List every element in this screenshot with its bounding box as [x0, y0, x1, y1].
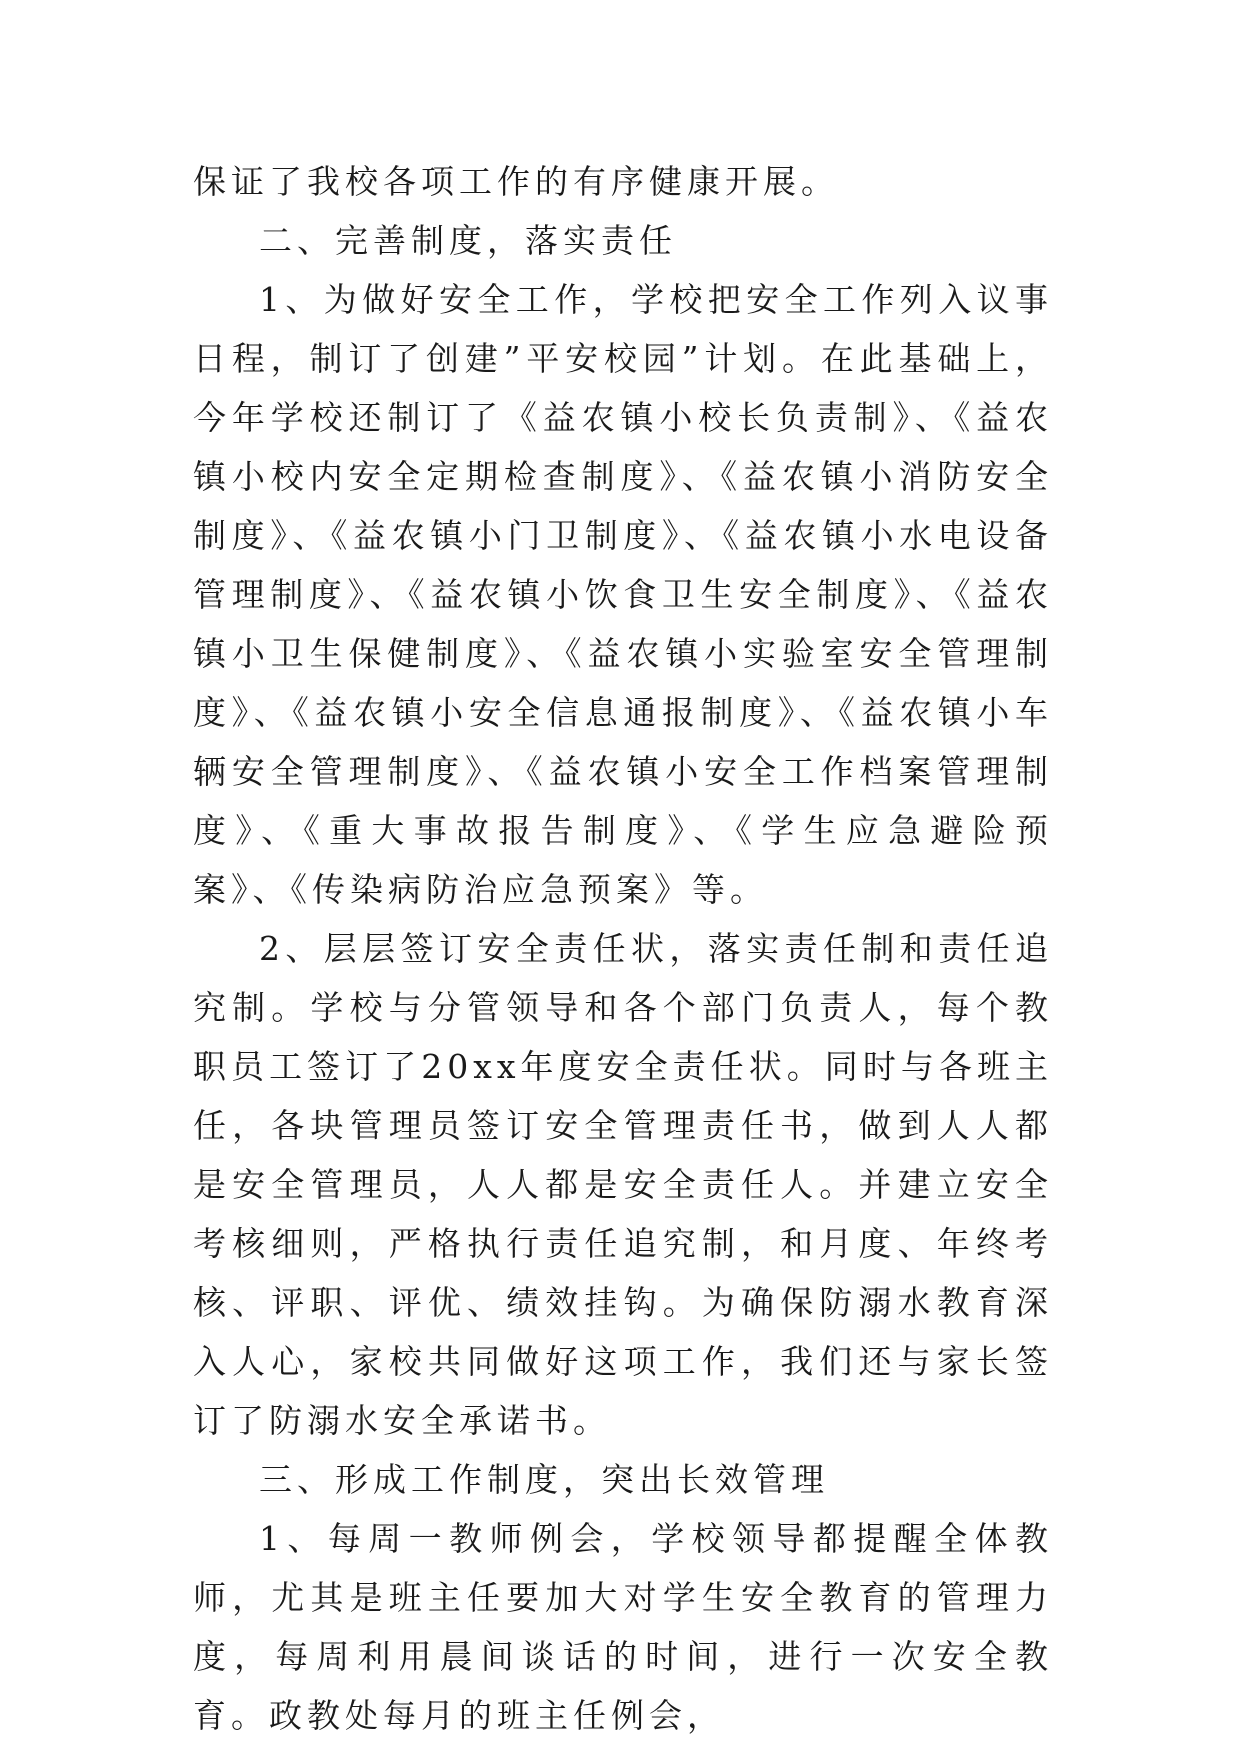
paragraph-continuation: 保证了我校各项工作的有序健康开展。 [193, 162, 839, 201]
section-heading-2: 二、完善制度，落实责任 [259, 221, 677, 260]
paragraph-safety-rules: 1、为做好安全工作，学校把安全工作列入议事日程，制订了创建”平安校园”计划。在此基础上，今年学校还制订了《益农镇小校长负责制》、《益农镇小校内安全定期检查制度》、《益农镇小消防安全制度》、《益农镇小门卫制度》、《益农镇小水电设备管理制度》、《益农镇小饮食卫生安全制度》、《益农镇小卫生保健制度》、《益农镇小实验室安全管理制度》、《益农镇小安全信息通报制度》、《益农镇小车辆安全管理制度》、《益农镇小安全工作档案管理制度》、《重大事故报告制度》、《学生应急避险预案》、《传染病防治应急预案》等。 [193, 280, 1053, 909]
document-body [193, 152, 1053, 1745]
paragraph-weekly-meeting: 1、每周一教师例会，学校领导都提醒全体教师，尤其是班主任要加大对学生安全教育的管理力度，每周利用晨间谈话的时间，进行一次安全教育。政教处每月的班主任例会， [193, 1519, 1053, 1735]
paragraph-responsibility: 2、层层签订安全责任状，落实责任制和责任追究制。学校与分管领导和各个部门负责人，每个教职员工签订了20xx年度安全责任状。同时与各班主任，各块管理员签订安全管理责任书，做到人人都是安全管理员，人人都是安全责任人。并建立安全考核细则，严格执行责任追究制，和月度、年终考核、评职、评优、绩效挂钩。为确保防溺水教育深入人心，家校共同做好这项工作，我们还与家长签订了防溺水安全承诺书。 [193, 929, 1053, 1440]
section-heading-3: 三、形成工作制度，突出长效管理 [259, 1460, 829, 1499]
